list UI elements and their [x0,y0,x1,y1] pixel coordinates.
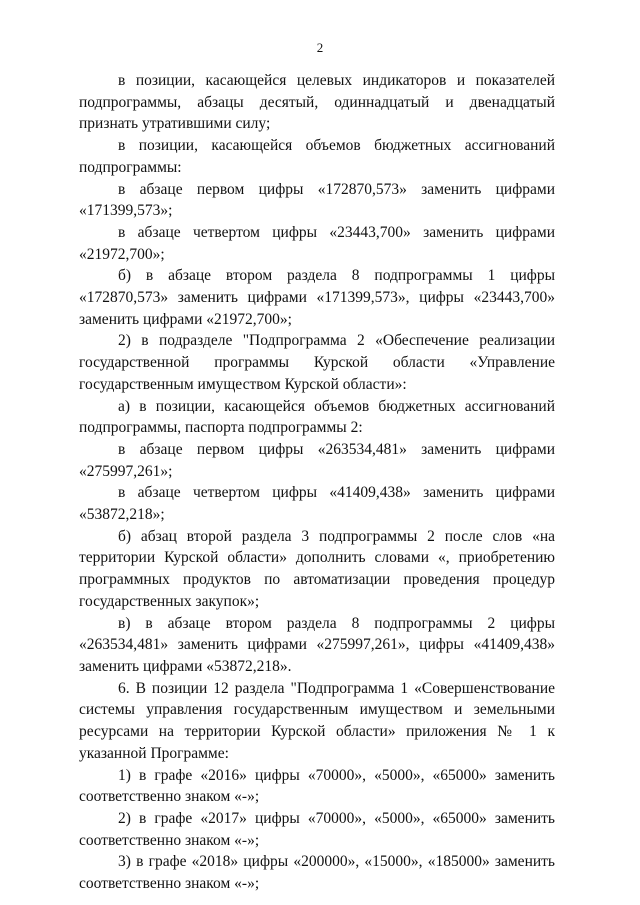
paragraph: в абзаце первом цифры «263534,481» заменить цифрами «275997,261»; [79,440,555,480]
paragraph: б) в абзаце втором раздела 8 подпрограммы 1 цифры «172870,573» заменить цифрами «171399,573», цифры «23443,700» заменить цифрами «21972,700»; [79,267,555,328]
paragraph: в абзаце первом цифры «172870,573» заменить цифрами «171399,573»; [79,180,555,220]
paragraph: в абзаце четвертом цифры «41409,438» заменить цифрами «53872,218»; [79,484,555,524]
paragraph: 6. В позиции 12 раздела "Подпрограмма 1 «Совершенствование системы управления государственным имуществом и земельными ресурсами на территории Курской области» приложения № 1 к указанной Программе: [79,679,555,762]
paragraph: 3) в графе «2018» цифры «200000», «15000», «185000» заменить соответственно знаком «-»; [79,853,555,893]
paragraph: 1) в графе «2016» цифры «70000», «5000», «65000» заменить соответственно знаком «-»; [79,766,555,806]
document-body [79,70,555,895]
paragraph: в позиции, касающейся целевых индикаторов и показателей подпрограммы, абзацы десятый, одиннадцатый и двенадцатый признать утратившими силу; [79,72,555,133]
paragraph: в) в абзаце втором раздела 8 подпрограммы 2 цифры «263534,481» заменить цифрами «275997,261», цифры «41409,438» заменить цифрами «53872,218». [79,614,555,675]
paragraph: б) абзац второй раздела 3 подпрограммы 2 после слов «на территории Курской области» дополнить словами «, приобретению программных продуктов по автоматизации проведения процедур государственных закупок»; [79,527,555,610]
paragraph: а) в позиции, касающейся объемов бюджетных ассигнований подпрограммы, паспорта подпрограммы 2: [79,397,555,437]
paragraph: 2) в графе «2017» цифры «70000», «5000», «65000» заменить соответственно знаком «-»; [79,809,555,849]
paragraph: 2) в подразделе "Подпрограмма 2 «Обеспечение реализации государственной программы Курской области «Управление государственным имуществом Курской области»: [79,332,555,393]
paragraph: в позиции, касающейся объемов бюджетных ассигнований подпрограммы: [79,137,555,176]
paragraph: в абзаце четвертом цифры «23443,700» заменить цифрами «21972,700»; [79,223,555,263]
page-number: 2 [316,40,324,55]
